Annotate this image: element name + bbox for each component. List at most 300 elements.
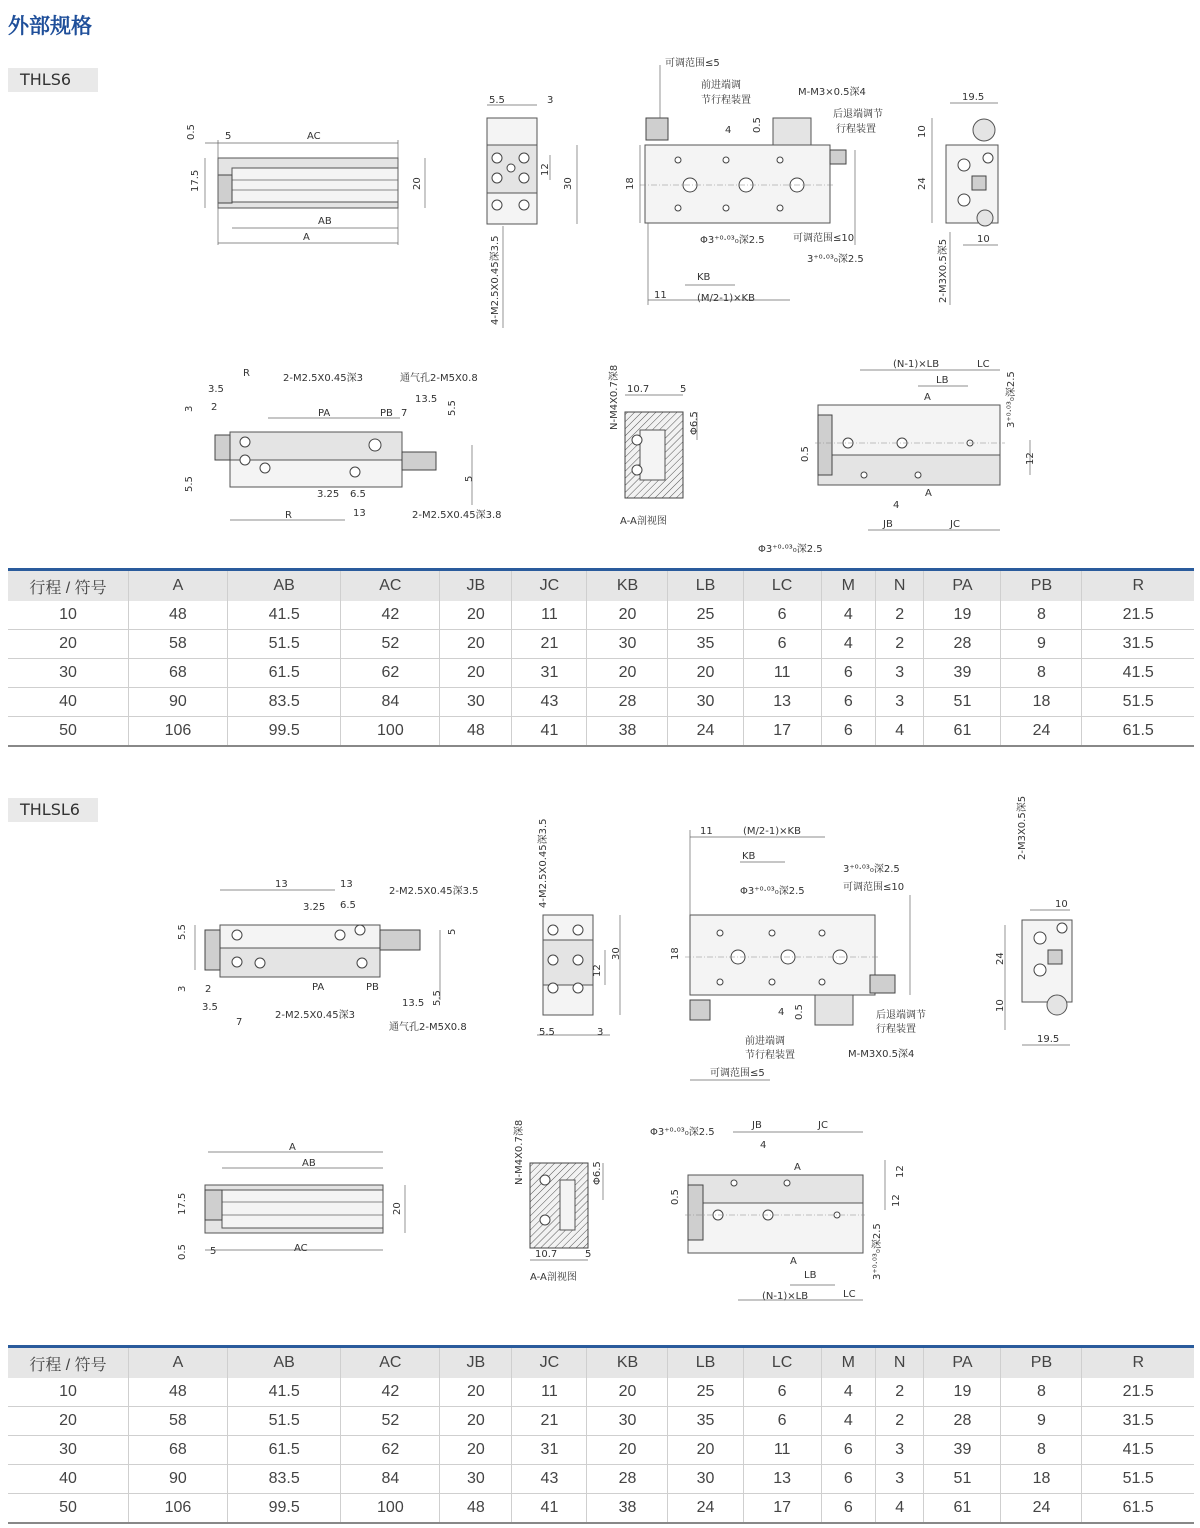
- table-cell: 30: [668, 688, 743, 717]
- dim-label: 4: [893, 500, 900, 511]
- table-cell: 61.5: [1082, 1494, 1194, 1524]
- table-cell: 17: [743, 717, 821, 747]
- table-cell: 3: [875, 1465, 923, 1494]
- table-cell: 9: [1001, 630, 1082, 659]
- model-tag-thlsl6: THLSL6: [8, 798, 98, 822]
- dim-label: 2: [205, 984, 212, 995]
- table-header: M: [821, 570, 875, 602]
- table-cell: 24: [1001, 1494, 1082, 1524]
- dim-label: 2: [211, 402, 218, 413]
- dim-label: 行程装置: [836, 124, 876, 135]
- table-cell: 20: [587, 1378, 668, 1407]
- table-cell: 51.5: [227, 1407, 341, 1436]
- table-header: N: [875, 570, 923, 602]
- dim-label: 可调范围≤5: [665, 58, 720, 69]
- table-cell: 38: [587, 1494, 668, 1524]
- dim-label: KB: [742, 851, 756, 862]
- dim-label: 可调范围≤5: [710, 1068, 765, 1079]
- table-cell: 48: [440, 717, 512, 747]
- table-cell: 39: [924, 1436, 1001, 1465]
- table-cell: 6: [743, 1407, 821, 1436]
- table-cell: 6: [821, 659, 875, 688]
- dim-label: 3.25: [317, 489, 340, 500]
- dim-label: 3: [597, 1027, 604, 1038]
- dim-label: 5.5: [432, 990, 443, 1006]
- table-cell: 2: [875, 1407, 923, 1436]
- dim-label: A: [790, 1256, 797, 1267]
- table-cell: 52: [341, 1407, 440, 1436]
- dim-label: 5.5: [489, 95, 505, 106]
- table-cell: 6: [821, 1465, 875, 1494]
- table-header: N: [875, 1347, 923, 1379]
- table-cell: 28: [924, 630, 1001, 659]
- table-header: LC: [743, 1347, 821, 1379]
- dim-label: 20: [392, 1202, 403, 1215]
- table-cell: 30: [440, 688, 512, 717]
- table-cell: 6: [743, 1378, 821, 1407]
- dim-label: 0.5: [800, 446, 811, 462]
- table-row: [8, 1407, 1194, 1436]
- dim-label: LC: [977, 359, 990, 370]
- table-cell: 42: [341, 1378, 440, 1407]
- dim-label: 后退端调节: [876, 1010, 926, 1021]
- table-cell: 20: [440, 630, 512, 659]
- table-cell: 30: [668, 1465, 743, 1494]
- dim-label: 0.5: [670, 1189, 681, 1205]
- dim-label: Φ6.5: [592, 1161, 603, 1185]
- dim-label: 13.5: [415, 394, 438, 405]
- table-cell: 9: [1001, 1407, 1082, 1436]
- drawing-canvas-thls6: [0, 0, 1200, 565]
- table-cell: 41.5: [227, 1378, 341, 1407]
- table-cell: 20: [440, 1407, 512, 1436]
- dim-label: 通气孔2-M5X0.8: [400, 373, 478, 384]
- drawing-thlsl6: [0, 770, 1200, 1335]
- dim-label: 13.5: [402, 998, 425, 1009]
- dim-label: 3.25: [303, 902, 326, 913]
- top-view-2: [670, 826, 926, 1080]
- table-cell: 31: [512, 659, 587, 688]
- bottom-view: [758, 359, 1036, 555]
- table-cell: 35: [668, 630, 743, 659]
- table-cell: 61: [924, 1494, 1001, 1524]
- table-header: KB: [587, 1347, 668, 1379]
- dim-label: 13: [353, 508, 366, 519]
- dim-label: M-M3X0.5深4: [848, 1049, 915, 1060]
- table-cell: 2: [875, 1378, 923, 1407]
- table-cell: 4: [821, 1407, 875, 1436]
- table-cell: 17: [743, 1494, 821, 1524]
- table-cell: 25: [668, 601, 743, 630]
- table-cell: 99.5: [227, 717, 341, 747]
- dim-label: 10: [1055, 899, 1068, 910]
- dim-label: 18: [670, 947, 681, 960]
- section-view: [608, 365, 700, 527]
- table-header: R: [1082, 570, 1194, 602]
- dim-label: 10: [917, 125, 928, 138]
- page-title: 外部规格: [8, 14, 92, 38]
- table-cell: 41: [512, 717, 587, 747]
- dim-label: (M/2-1)×KB: [743, 826, 801, 837]
- dim-label: 19.5: [962, 92, 985, 103]
- dim-label: 5.5: [184, 476, 195, 492]
- table-cell: 83.5: [227, 688, 341, 717]
- dim-label: 3: [184, 405, 195, 412]
- side-view-top: [186, 124, 425, 245]
- dim-label: 10.7: [627, 384, 650, 395]
- model-tag-thls6: THLS6: [8, 68, 98, 92]
- dim-label: A: [794, 1162, 801, 1173]
- dim-label: 12: [895, 1165, 906, 1178]
- table-cell: 11: [512, 601, 587, 630]
- table-cell: 61.5: [227, 659, 341, 688]
- dim-label: 前进端调: [745, 1036, 785, 1047]
- table-cell: 20: [440, 1436, 512, 1465]
- table-header: PB: [1001, 1347, 1082, 1379]
- table-row: [8, 688, 1194, 717]
- table-cell: 20: [8, 630, 129, 659]
- table-cell: 20: [587, 601, 668, 630]
- table-cell: 20: [668, 659, 743, 688]
- dim-label: R: [285, 510, 292, 521]
- dim-label: 5: [680, 384, 687, 395]
- dim-label: 可调范围≤10: [793, 233, 855, 244]
- dim-label: 24: [917, 177, 928, 190]
- table-cell: 30: [440, 1465, 512, 1494]
- dim-label: 4-M2.5X0.45深3.5: [490, 235, 501, 325]
- table-cell: 68: [129, 1436, 228, 1465]
- dim-label: 4: [725, 125, 732, 136]
- dim-label: Φ3⁺⁰·⁰³₀深2.5: [700, 235, 765, 246]
- dim-label: 前进端调: [701, 80, 741, 91]
- dim-label: 5: [225, 131, 232, 142]
- table-cell: 31.5: [1082, 630, 1194, 659]
- spec-table-thlsl6: [8, 1345, 1194, 1524]
- dim-label: PA: [312, 982, 325, 993]
- table-cell: 51: [924, 688, 1001, 717]
- table-cell: 6: [821, 1436, 875, 1465]
- table-cell: 10: [8, 1378, 129, 1407]
- dim-label: JC: [818, 1120, 828, 1131]
- table-cell: 90: [129, 1465, 228, 1494]
- side-view-top-2: [177, 1142, 405, 1260]
- dim-label: 节行程装置: [701, 95, 751, 106]
- dim-label: 后退端调节: [833, 109, 883, 120]
- dim-label: PA: [318, 408, 331, 419]
- dim-label: 7: [236, 1017, 243, 1028]
- table-row: [8, 717, 1194, 747]
- dim-label: N-M4X0.7深8: [514, 1119, 525, 1185]
- table-header: AC: [341, 570, 440, 602]
- dim-label: 3⁺⁰·⁰³₀深2.5: [1006, 371, 1017, 428]
- table-cell: 3: [875, 688, 923, 717]
- table-header: LB: [668, 570, 743, 602]
- table-cell: 62: [341, 1436, 440, 1465]
- dim-label: 5.5: [447, 400, 458, 416]
- table-cell: 2: [875, 601, 923, 630]
- dim-label: 3: [547, 95, 554, 106]
- dim-label: 0.5: [186, 124, 197, 140]
- table-cell: 6: [743, 630, 821, 659]
- table-cell: 39: [924, 659, 1001, 688]
- table-cell: 40: [8, 1465, 129, 1494]
- table-cell: 68: [129, 659, 228, 688]
- table-cell: 41.5: [1082, 1436, 1194, 1465]
- table-cell: 28: [587, 688, 668, 717]
- dim-label: 行程装置: [876, 1024, 916, 1035]
- table-cell: 43: [512, 1465, 587, 1494]
- dim-label: JB: [883, 519, 893, 530]
- dim-label: 5: [447, 928, 458, 935]
- table-cell: 20: [440, 659, 512, 688]
- table-cell: 106: [129, 717, 228, 747]
- table-cell: 83.5: [227, 1465, 341, 1494]
- dim-label: A-A剖视图: [530, 1272, 577, 1283]
- dim-label: LC: [843, 1289, 856, 1300]
- table-cell: 11: [512, 1378, 587, 1407]
- dim-label: N-M4X0.7深8: [609, 364, 620, 430]
- table-cell: 8: [1001, 659, 1082, 688]
- table-cell: 84: [341, 1465, 440, 1494]
- table-cell: 20: [440, 1378, 512, 1407]
- table-cell: 30: [8, 1436, 129, 1465]
- table-cell: 51: [924, 1465, 1001, 1494]
- table-cell: 41: [512, 1494, 587, 1524]
- table-header: AC: [341, 1347, 440, 1379]
- dim-label: Φ3⁺⁰·⁰³₀深2.5: [740, 886, 805, 897]
- table-cell: 21: [512, 1407, 587, 1436]
- dim-label: 可调范围≤10: [843, 882, 905, 893]
- table-cell: 58: [129, 1407, 228, 1436]
- table-cell: 99.5: [227, 1494, 341, 1524]
- table-cell: 20: [440, 601, 512, 630]
- table-row: [8, 1494, 1194, 1524]
- dim-label: (N-1)×LB: [762, 1291, 809, 1302]
- table-cell: 31.5: [1082, 1407, 1194, 1436]
- dim-label: A: [289, 1142, 296, 1153]
- table-cell: 2: [875, 630, 923, 659]
- dim-label: 10.7: [535, 1249, 558, 1260]
- dim-label: 12: [540, 163, 551, 176]
- table-cell: 24: [668, 717, 743, 747]
- table-row: [8, 601, 1194, 630]
- table-cell: 31: [512, 1436, 587, 1465]
- dim-label: AB: [302, 1158, 316, 1169]
- dim-label: 13: [340, 879, 353, 890]
- table-cell: 6: [821, 688, 875, 717]
- table-cell: 3: [875, 659, 923, 688]
- dim-label: 5: [464, 475, 475, 482]
- table-row: [8, 659, 1194, 688]
- table-cell: 11: [743, 659, 821, 688]
- table-cell: 41.5: [227, 601, 341, 630]
- dim-label: JC: [950, 519, 960, 530]
- section-view-2: [513, 1120, 603, 1283]
- table-cell: 100: [341, 1494, 440, 1524]
- dim-label: 11: [654, 290, 667, 301]
- dim-label: 6.5: [340, 900, 356, 911]
- table-header: 行程 / 符号: [8, 570, 129, 602]
- dim-label: JB: [752, 1120, 762, 1131]
- dim-label: 通气孔2-M5X0.8: [389, 1022, 467, 1033]
- dim-label: Φ6.5: [689, 411, 700, 435]
- dim-label: 12: [891, 1194, 902, 1207]
- table-cell: 20: [587, 1436, 668, 1465]
- table-cell: 21.5: [1082, 601, 1194, 630]
- table-cell: 24: [1001, 717, 1082, 747]
- table-cell: 50: [8, 1494, 129, 1524]
- table-cell: 4: [821, 601, 875, 630]
- front-view-2: [537, 818, 622, 1038]
- table-header: AB: [227, 1347, 341, 1379]
- dim-label: 12: [1025, 452, 1036, 465]
- table-row: [8, 630, 1194, 659]
- table-cell: 13: [743, 688, 821, 717]
- table-header: JC: [512, 1347, 587, 1379]
- table-cell: 51.5: [1082, 688, 1194, 717]
- table-cell: 38: [587, 717, 668, 747]
- table-header: LB: [668, 1347, 743, 1379]
- dim-label: 11: [700, 826, 713, 837]
- table-header: PA: [924, 570, 1001, 602]
- table-cell: 4: [821, 1378, 875, 1407]
- table-cell: 100: [341, 717, 440, 747]
- table-header: R: [1082, 1347, 1194, 1379]
- table-cell: 6: [821, 1494, 875, 1524]
- dim-label: R: [243, 368, 250, 379]
- right-view-2: [995, 796, 1072, 1045]
- table-cell: 43: [512, 688, 587, 717]
- dim-label: 2-M3X0.5深5: [1017, 795, 1028, 860]
- table-cell: 20: [587, 659, 668, 688]
- table-cell: 41.5: [1082, 659, 1194, 688]
- dim-label: Φ3⁺⁰·⁰³₀深2.5: [758, 544, 823, 555]
- table-cell: 51.5: [227, 630, 341, 659]
- table-cell: 8: [1001, 1378, 1082, 1407]
- dim-label: 0.5: [177, 1244, 188, 1260]
- dim-label: (N-1)×LB: [893, 359, 940, 370]
- dim-label: Φ3⁺⁰·⁰³₀深2.5: [650, 1127, 715, 1138]
- top-view: [625, 56, 883, 305]
- dim-label: AC: [294, 1243, 308, 1254]
- table-cell: 30: [8, 659, 129, 688]
- dim-label: 30: [563, 177, 574, 190]
- table-header: LC: [743, 570, 821, 602]
- dim-label: 2-M2.5X0.45深3.8: [412, 510, 502, 521]
- dim-label: AC: [307, 131, 321, 142]
- bottom-view-2: [650, 1120, 906, 1302]
- table-cell: 6: [743, 601, 821, 630]
- table-cell: 3: [875, 1436, 923, 1465]
- table-cell: 42: [341, 601, 440, 630]
- table-row: [8, 1378, 1194, 1407]
- front-view: [487, 95, 577, 328]
- table-header: PA: [924, 1347, 1001, 1379]
- dim-label: 3.5: [202, 1002, 218, 1013]
- dim-label: A: [924, 392, 931, 403]
- dim-label: 30: [611, 947, 622, 960]
- dim-label: 2-M3X0.5深5: [938, 238, 949, 303]
- dim-label: 2-M2.5X0.45深3: [283, 373, 363, 384]
- dim-label: 5: [585, 1249, 592, 1260]
- table-row: [8, 1465, 1194, 1494]
- table-cell: 10: [8, 601, 129, 630]
- table-cell: 4: [821, 630, 875, 659]
- table-header: PB: [1001, 570, 1082, 602]
- dim-label: 2-M2.5X0.45深3.5: [389, 886, 479, 897]
- table-cell: 28: [924, 1407, 1001, 1436]
- right-view: [917, 92, 998, 305]
- table-body: [8, 601, 1194, 746]
- dim-label: 20: [412, 177, 423, 190]
- table-cell: 6: [821, 717, 875, 747]
- dim-label: 3⁺⁰·⁰³₀深2.5: [807, 254, 864, 265]
- table-cell: 106: [129, 1494, 228, 1524]
- dim-label: 17.5: [177, 1192, 188, 1215]
- dim-label: 13: [275, 879, 288, 890]
- dim-label: 10: [977, 234, 990, 245]
- dim-label: 3⁺⁰·⁰³₀深2.5: [843, 864, 900, 875]
- dim-label: 节行程装置: [745, 1050, 795, 1061]
- spec-table-thls6: [8, 568, 1194, 747]
- table-cell: 30: [587, 630, 668, 659]
- drawing-thls6: [0, 0, 1200, 565]
- table-cell: 13: [743, 1465, 821, 1494]
- table-cell: 8: [1001, 1436, 1082, 1465]
- table-cell: 58: [129, 630, 228, 659]
- table-cell: 61.5: [227, 1436, 341, 1465]
- table-header: 行程 / 符号: [8, 1347, 129, 1379]
- table-header: A: [129, 1347, 228, 1379]
- table-cell: 21.5: [1082, 1378, 1194, 1407]
- table-cell: 61: [924, 717, 1001, 747]
- dim-label: 3: [177, 985, 188, 992]
- table-cell: 48: [440, 1494, 512, 1524]
- table-header: KB: [587, 570, 668, 602]
- dim-label: PB: [380, 408, 393, 419]
- dim-label: AB: [318, 216, 332, 227]
- table-cell: 90: [129, 688, 228, 717]
- table-cell: 24: [668, 1494, 743, 1524]
- dim-label: 17.5: [190, 169, 201, 192]
- table-cell: 84: [341, 688, 440, 717]
- table-cell: 25: [668, 1378, 743, 1407]
- table-header-row: [8, 570, 1194, 602]
- dim-label: PB: [366, 982, 379, 993]
- dim-label: 3.5: [208, 384, 224, 395]
- table-cell: 18: [1001, 688, 1082, 717]
- table-header: JB: [440, 1347, 512, 1379]
- table-cell: 30: [587, 1407, 668, 1436]
- dim-label: 5.5: [177, 924, 188, 940]
- dim-label: LB: [936, 375, 949, 386]
- dim-label: 10: [995, 999, 1006, 1012]
- table-cell: 48: [129, 601, 228, 630]
- dim-label: M-M3×0.5深4: [798, 87, 866, 98]
- dim-label: A: [303, 232, 310, 243]
- dim-label: 4: [778, 1007, 785, 1018]
- dim-label: 18: [625, 177, 636, 190]
- table-cell: 62: [341, 659, 440, 688]
- table-header: M: [821, 1347, 875, 1379]
- table-cell: 48: [129, 1378, 228, 1407]
- dim-label: A-A剖视图: [620, 516, 667, 527]
- table-cell: 28: [587, 1465, 668, 1494]
- table-cell: 52: [341, 630, 440, 659]
- table-cell: 19: [924, 601, 1001, 630]
- dim-label: 12: [592, 964, 603, 977]
- dim-label: A: [925, 488, 932, 499]
